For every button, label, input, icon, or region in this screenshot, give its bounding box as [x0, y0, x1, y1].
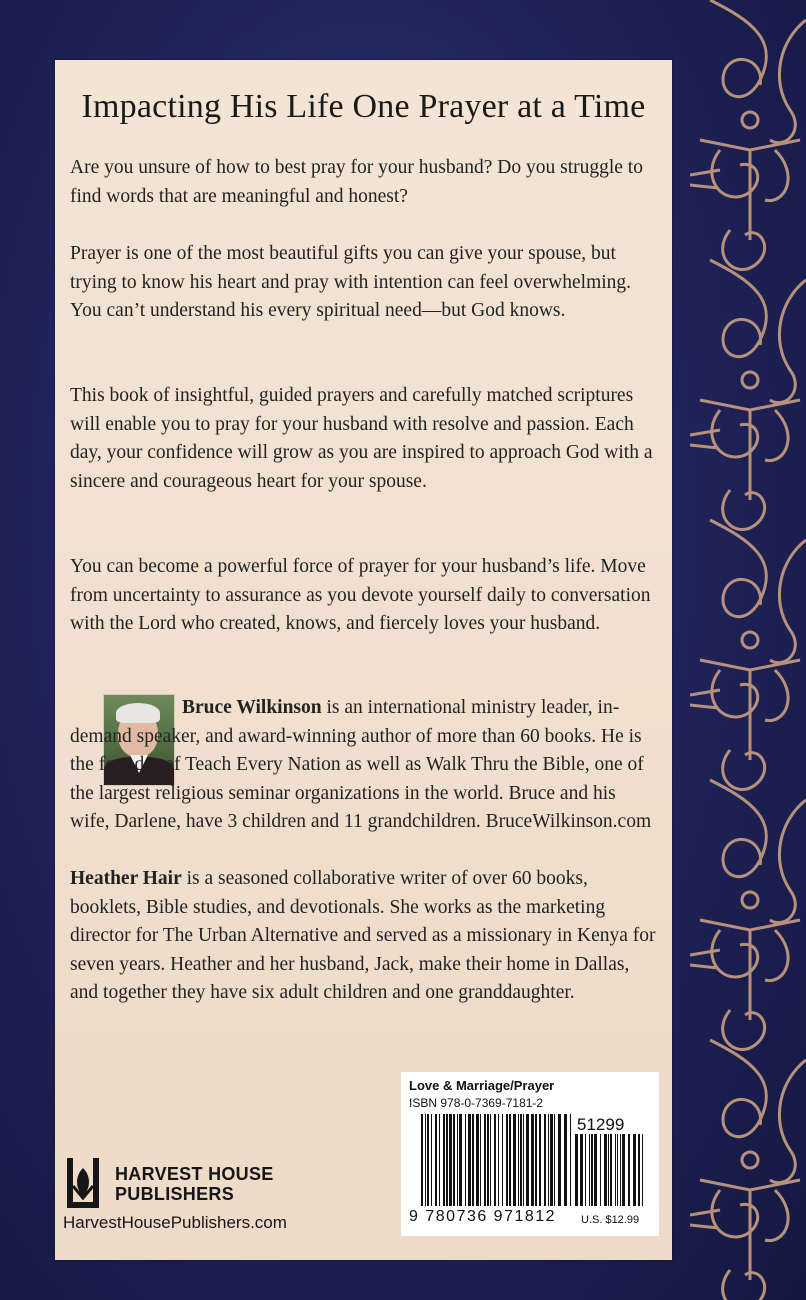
barcode-bar [446, 1114, 448, 1206]
author-bio-bruce [70, 694, 660, 837]
barcode-bar [472, 1114, 474, 1206]
barcode-bar [642, 1134, 643, 1206]
barcode-bar [638, 1134, 640, 1206]
barcode-bar [484, 1114, 486, 1206]
barcode-bar [591, 1134, 593, 1206]
barcode-bar [476, 1114, 479, 1206]
isbn-barcode [421, 1114, 571, 1206]
barcode-bar [513, 1114, 516, 1206]
barcode-bar [622, 1134, 625, 1206]
barcode-bar [550, 1114, 553, 1206]
barcode-bar [421, 1114, 423, 1206]
isbn-label: ISBN 978-0-7369-7181-2 [409, 1096, 544, 1110]
text-panel [55, 60, 672, 1260]
barcode-bar [494, 1114, 496, 1206]
barcode-bar [570, 1114, 571, 1206]
barcode-bar [610, 1134, 612, 1206]
barcode-bar [564, 1114, 567, 1206]
author-name: Heather Hair [70, 868, 182, 889]
barcode-bar [435, 1114, 437, 1206]
ornament-motif [690, 0, 806, 270]
barcode-bar [600, 1134, 601, 1206]
ornament-motif [690, 260, 806, 530]
author-bio-text: is an international ministry leader, in-demand speaker, and award-winning author of more than 60 books. He is the founder of Teach Every Nation as well as Walk Thru the Bible, one of the largest religious seminar organizations in the world. Bruce and his wife, Darlene, have 3 children and 11 grandchildren. BruceWilkinson.com [70, 697, 652, 832]
barcode-bar [439, 1114, 440, 1206]
ornament-border [690, 0, 806, 1300]
barcode-bar [617, 1134, 618, 1206]
barcode-bar [544, 1114, 546, 1206]
barcode-bar [443, 1114, 445, 1206]
barcode-bar [615, 1134, 616, 1206]
barcode-bar [620, 1134, 621, 1206]
intro-paragraph: Are you unsure of how to best pray for your husband? Do you struggle to find words that are meaningful and honest? [70, 157, 643, 207]
price-barcode [575, 1134, 643, 1206]
barcode-bar [589, 1134, 590, 1206]
barcode-bar [459, 1114, 462, 1206]
barcode-bar [580, 1134, 583, 1206]
barcode-bar [526, 1114, 529, 1206]
barcode-bar [628, 1134, 630, 1206]
barcode-bar [502, 1114, 503, 1206]
barcode-bar [480, 1114, 481, 1206]
barcode-bar [539, 1114, 541, 1206]
barcode-bar [585, 1134, 586, 1206]
author-bio-heather [70, 865, 660, 1008]
closing-paragraph: You can become a powerful force of prayer for your husband’s life. Move from uncertainty to assurance as you devote yourself daily to conversation with the Lord who created, knows, and fiercely loves your husband. [70, 556, 651, 634]
barcode-bar [487, 1114, 489, 1206]
barcode-bar [575, 1134, 578, 1206]
author-bio-text: is a seasoned collaborative writer of over 60 books, booklets, Bible studies, and devotionals. She works as the marketing director for The Urban Alternative and served as a missionary in Kenya for seven years. Heather and her husband, Jack, make their home in Dallas, and together they have six adult children and one granddaughter. [70, 868, 656, 1003]
barcode-bar [535, 1114, 537, 1206]
ornament-motif [690, 780, 806, 1050]
barcode-bar [531, 1114, 534, 1206]
barcode-bar [431, 1114, 432, 1206]
barcode-bar [427, 1114, 429, 1206]
category-label: Love & Marriage/Prayer [409, 1078, 555, 1093]
barcode-number: 9 780736 971812 [409, 1208, 557, 1225]
barcode-bar [449, 1114, 452, 1206]
barcode-bar [518, 1114, 519, 1206]
barcode-bar [520, 1114, 522, 1206]
barcode-bar [604, 1134, 607, 1206]
barcode-bar [523, 1114, 524, 1206]
publisher-website: HarvestHousePublishers.com [63, 1213, 287, 1232]
barcode-bar [457, 1114, 458, 1206]
barcode-bar [608, 1134, 609, 1206]
author-name: Bruce Wilkinson [182, 697, 322, 718]
barcode-box [401, 1072, 659, 1236]
barcode-bar [554, 1114, 555, 1206]
price-label: U.S. $12.99 [581, 1214, 640, 1226]
barcode-bar [548, 1114, 549, 1206]
barcode-bar [558, 1114, 561, 1206]
publisher-logo [65, 1156, 101, 1210]
barcode-bar [498, 1114, 499, 1206]
barcode-bar [594, 1134, 597, 1206]
barcode-bar [490, 1114, 491, 1206]
barcode-bar [633, 1134, 636, 1206]
barcode-bar [506, 1114, 508, 1206]
barcode-bar [509, 1114, 511, 1206]
publisher-name: PUBLISHERS [115, 1184, 235, 1204]
ornament-motif [690, 1040, 806, 1300]
body-paragraph: Prayer is one of the most beautiful gifts you can give your spouse, but trying to know his heart and pray with intention can feel overwhelming. You can’t understand his every spiritual need—but God knows. [70, 243, 632, 321]
barcode-bar [453, 1114, 455, 1206]
body-paragraph: This book of insightful, guided prayers and carefully matched scriptures will enable you to pray for your husband with resolve and passion. Each day, your confidence will grow as you are inspired to approach God with a sincere and courageous heart for your spouse. [70, 385, 653, 492]
price-code: 51299 [577, 1115, 625, 1134]
barcode-bar [465, 1114, 466, 1206]
barcode-bar [468, 1114, 471, 1206]
publisher-name: HARVEST HOUSE [115, 1164, 274, 1184]
ornament-motif [690, 520, 806, 790]
barcode-bar [425, 1114, 426, 1206]
cover-heading: Impacting His Life One Prayer at a Time [81, 88, 646, 125]
